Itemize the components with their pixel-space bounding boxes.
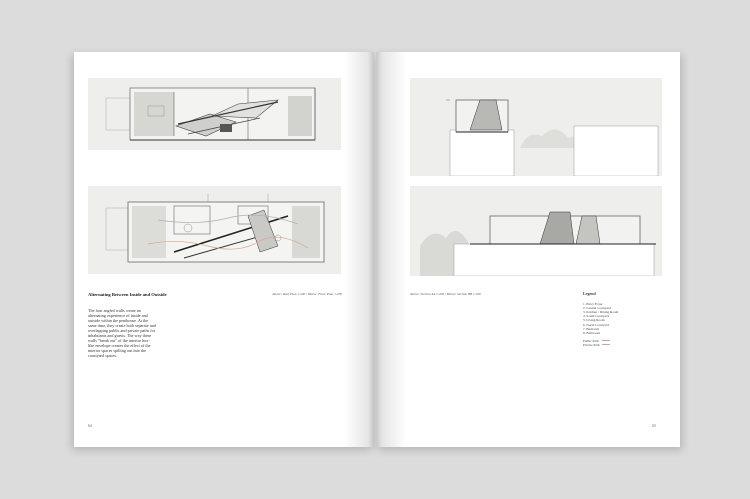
page-number-left: 64 [88, 424, 92, 428]
body-text: The four angled walls create an alternating experience of inside and outside within the penthouse. At the same time, they create both separate and overlapping public and private paths for inhabitants and guests. The way these walls "break out" of the interior box-like envelope creates the effect of the interior spaces spilling out into the courtyard spaces. [88, 308, 156, 358]
public-path-label: Public Path [583, 338, 599, 343]
section-aa-drawing [410, 78, 662, 176]
private-path-swatch [602, 344, 610, 345]
section-caption: Above: Section AA 1:200 | Below: Section BB 1:200 [410, 292, 481, 296]
legend-item: 8. Bathroom [583, 330, 600, 335]
page-number-right: 65 [652, 424, 656, 428]
section-heading: Alternating Between Inside and Outside [88, 292, 167, 297]
private-path-label: Private Path [583, 342, 600, 347]
right-page [376, 52, 680, 447]
legend-item: 7. Bedroom [583, 326, 600, 331]
section-bb-drawing [410, 186, 662, 276]
floor-plan-drawing [88, 186, 341, 274]
plan-caption: Above: Roof Plan 1:200 | Below: Floor Plan 1:200 [272, 292, 342, 296]
left-page [74, 52, 374, 447]
legend-item: 5. Living Room [583, 318, 605, 323]
roof-plan-drawing [88, 78, 341, 150]
legend-item: 2. Central Courtyard [583, 306, 611, 311]
legend-title: Legend [583, 291, 596, 296]
legend [583, 292, 643, 347]
legend-item: 3. Kitchen / Dining Room [583, 310, 619, 315]
legend-item: 1. Entry Foyer [583, 302, 603, 307]
legend-item: 4. South Courtyard [583, 314, 609, 319]
legend-item: 6. North Courtyard [583, 322, 609, 327]
legend-private-path [583, 343, 643, 347]
public-path-swatch [602, 340, 610, 341]
